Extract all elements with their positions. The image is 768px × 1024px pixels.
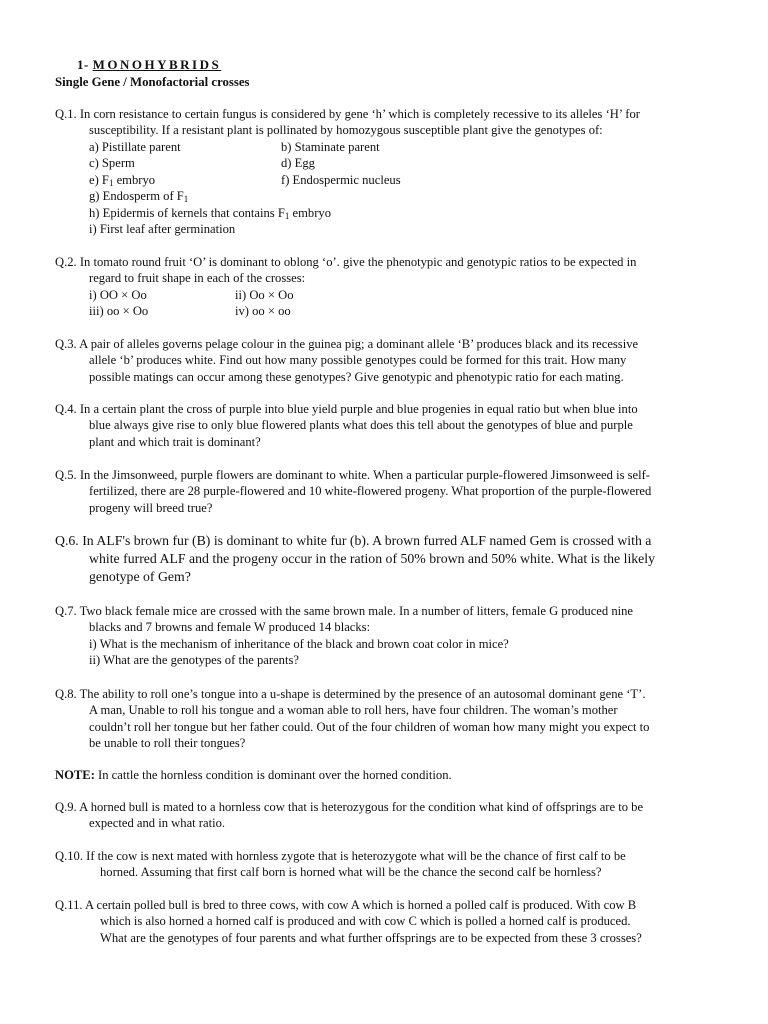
question-text: progeny will breed true?	[89, 500, 213, 515]
option-ii: ii) Oo × Oo	[235, 288, 294, 302]
question-8	[55, 686, 715, 752]
option-b: b) Staminate parent	[281, 140, 380, 154]
option-a: a) Pistillate parent	[89, 140, 181, 154]
question-text: Q.11. A certain polled bull is bred to three cows, with cow A which is horned a polled calf is produced. With cow B	[55, 898, 637, 912]
question-text: Q.3. A pair of alleles governs pelage colour in the guinea pig; a dominant allele ‘B’ produces black and its recessive	[55, 337, 639, 351]
question-text: fertilized, there are 28 purple-flowered and 10 white-flowered progeny. What proportion of the purple-flowered	[89, 484, 652, 499]
question-5	[55, 467, 715, 516]
question-text: i) What is the mechanism of inheritance of the black and brown coat color in mice?	[89, 636, 509, 651]
question-text: genotype of Gem?	[89, 569, 191, 585]
question-9	[55, 799, 715, 832]
question-text: blacks and 7 browns and female W produced 14 blacks:	[89, 620, 371, 635]
question-text: blue always give rise to only blue flowered plants what does this tell about the genotypes of blue and purple	[89, 418, 633, 433]
question-text: Q.10. If the cow is next mated with hornless zygote that is heterozygote what will be the chance of first calf to be	[55, 849, 626, 863]
question-text: What are the genotypes of four parents and what further offsprings are to be expected from these 3 crosses?	[100, 930, 642, 945]
option-e: e) $F_1$ embryo	[89, 173, 156, 188]
question-text: Q.4. In a certain plant the cross of purple into blue yield purple and blue progenies in equal ratio but when blue into	[55, 402, 638, 416]
question-2	[55, 254, 715, 287]
question-text: white furred ALF and the progeny occur in the ration of 50% brown and 50% white. What is the likely	[89, 551, 656, 567]
question-6	[55, 532, 715, 587]
option-iii: iii) oo × Oo	[89, 304, 149, 318]
question-text: ii) What are the genotypes of the parents?	[89, 653, 299, 668]
question-text: A man, Unable to roll his tongue and a woman able to roll hers, have four children. The woman’s mother	[89, 703, 618, 718]
question-text: be unable to roll their tongues?	[89, 736, 246, 751]
question-text: allele ‘b’ produces white. Find out how many possible genotypes could be formed for this trait. How many	[89, 353, 627, 368]
question-text: couldn’t roll her tongue but her father could. Out of the four children of woman how many might you expect to	[89, 719, 650, 734]
option-iv: iv) oo × oo	[235, 304, 291, 318]
question-text: Q.7. Two black female mice are crossed with the same brown male. In a number of litters, female G produced nine	[55, 604, 633, 618]
question-text: regard to fruit shape in each of the crosses:	[89, 271, 306, 286]
question-text: possible matings can occur among these genotypes? Give genotypic and phenotypic ratio for each mating.	[89, 369, 624, 384]
question-text: horned. Assuming that first calf born is horned what will be the chance the second calf be hornless?	[100, 865, 602, 880]
question-text: Q.5. In the Jimsonweed, purple flowers are dominant to white. When a particular purple-flowered Jimsonweed is self-	[55, 468, 650, 482]
section-title: MONOHYBRIDS	[92, 57, 222, 72]
question-text: plant and which trait is dominant?	[89, 434, 261, 449]
option-c: c) Sperm	[89, 156, 135, 170]
question-text: Q.8. The ability to roll one’s tongue into a u-shape is determined by the presence of an autosomal dominant gene ‘T’.	[55, 687, 646, 701]
question-text: which is also horned a horned calf is produced and with cow C which is polled a horned calf is produced.	[100, 914, 631, 929]
question-7	[55, 603, 715, 669]
question-4	[55, 401, 715, 450]
question-text: Q.9. A horned bull is mated to a hornless cow that is heterozygous for the condition what kind of offsprings are to be	[55, 800, 644, 814]
option-d: d) Egg	[281, 156, 315, 170]
question-11	[55, 897, 715, 946]
question-text: susceptibility. If a resistant plant is pollinated by homozygous susceptible plant give the genotypes of:	[89, 123, 603, 138]
section-heading	[77, 57, 221, 73]
note-label: NOTE:	[55, 768, 95, 782]
question-text: expected and in what ratio.	[89, 816, 226, 831]
question-text: Q.1. In corn resistance to certain fungus is considered by gene ‘h’ which is completely recessive to its alleles ‘H’ for	[55, 107, 640, 121]
option-f: f) Endospermic nucleus	[281, 173, 401, 187]
note	[55, 767, 452, 783]
note-text: In cattle the hornless condition is dominant over the horned condition.	[94, 768, 452, 782]
option-i: i) OO × Oo	[89, 288, 147, 302]
section-number: 1-	[77, 57, 89, 72]
question-1	[55, 106, 715, 139]
option-g: g) Endosperm of $F_1$	[89, 189, 189, 204]
option-i: i) First leaf after germination	[89, 222, 236, 236]
option-h: h) Epidermis of kernels that contains $F_1$ embryo	[89, 206, 331, 221]
question-text: Q.6. In ALF's brown fur (B) is dominant to white fur (b). A brown furred ALF named Gem is crossed with a	[55, 533, 652, 548]
section-subheading: Single Gene / Monofactorial crosses	[55, 75, 250, 89]
question-3	[55, 336, 715, 385]
question-10	[55, 848, 715, 881]
question-text: Q.2. In tomato round fruit ‘O’ is dominant to oblong ‘o’. give the phenotypic and genotypic ratios to be expected in	[55, 255, 637, 269]
